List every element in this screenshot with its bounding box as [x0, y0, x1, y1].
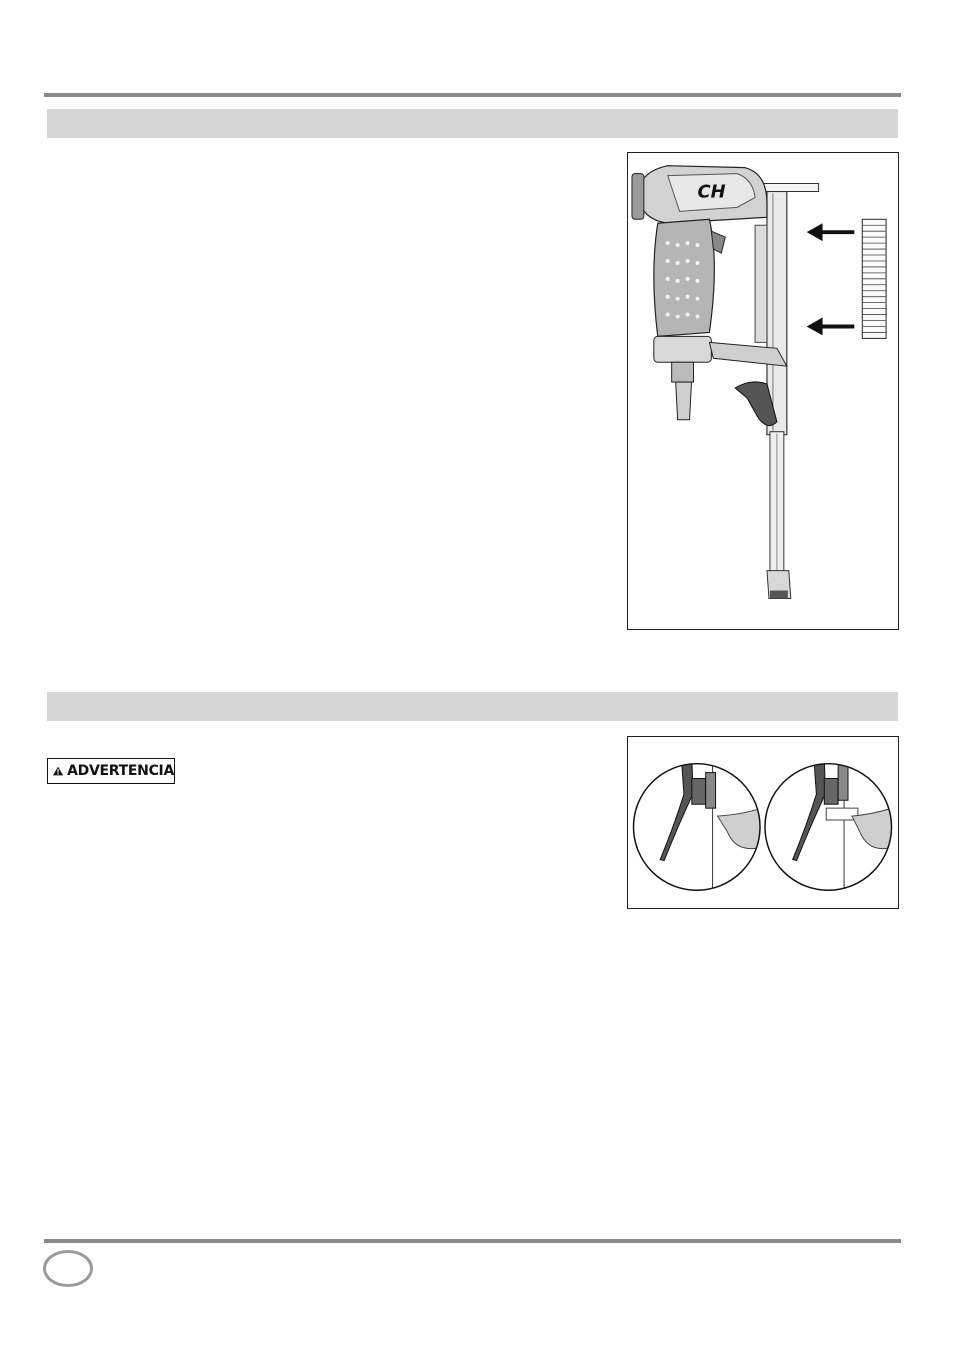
top-rule — [44, 93, 901, 97]
magazine-latch-detail-illustration — [628, 737, 898, 908]
air-nailer-illustration — [628, 153, 898, 629]
section-header-band-2 — [47, 692, 898, 721]
language-badge — [43, 1250, 93, 1287]
latch-detail-figure — [627, 736, 899, 909]
section-header-band-1 — [47, 109, 898, 138]
warning-triangle-icon — [53, 764, 63, 778]
nailer-figure — [627, 152, 899, 630]
brand-logo: CH — [697, 181, 726, 203]
bottom-rule — [44, 1239, 901, 1243]
warning-label — [47, 758, 175, 784]
warning-text: ADVERTENCIA — [67, 763, 174, 779]
